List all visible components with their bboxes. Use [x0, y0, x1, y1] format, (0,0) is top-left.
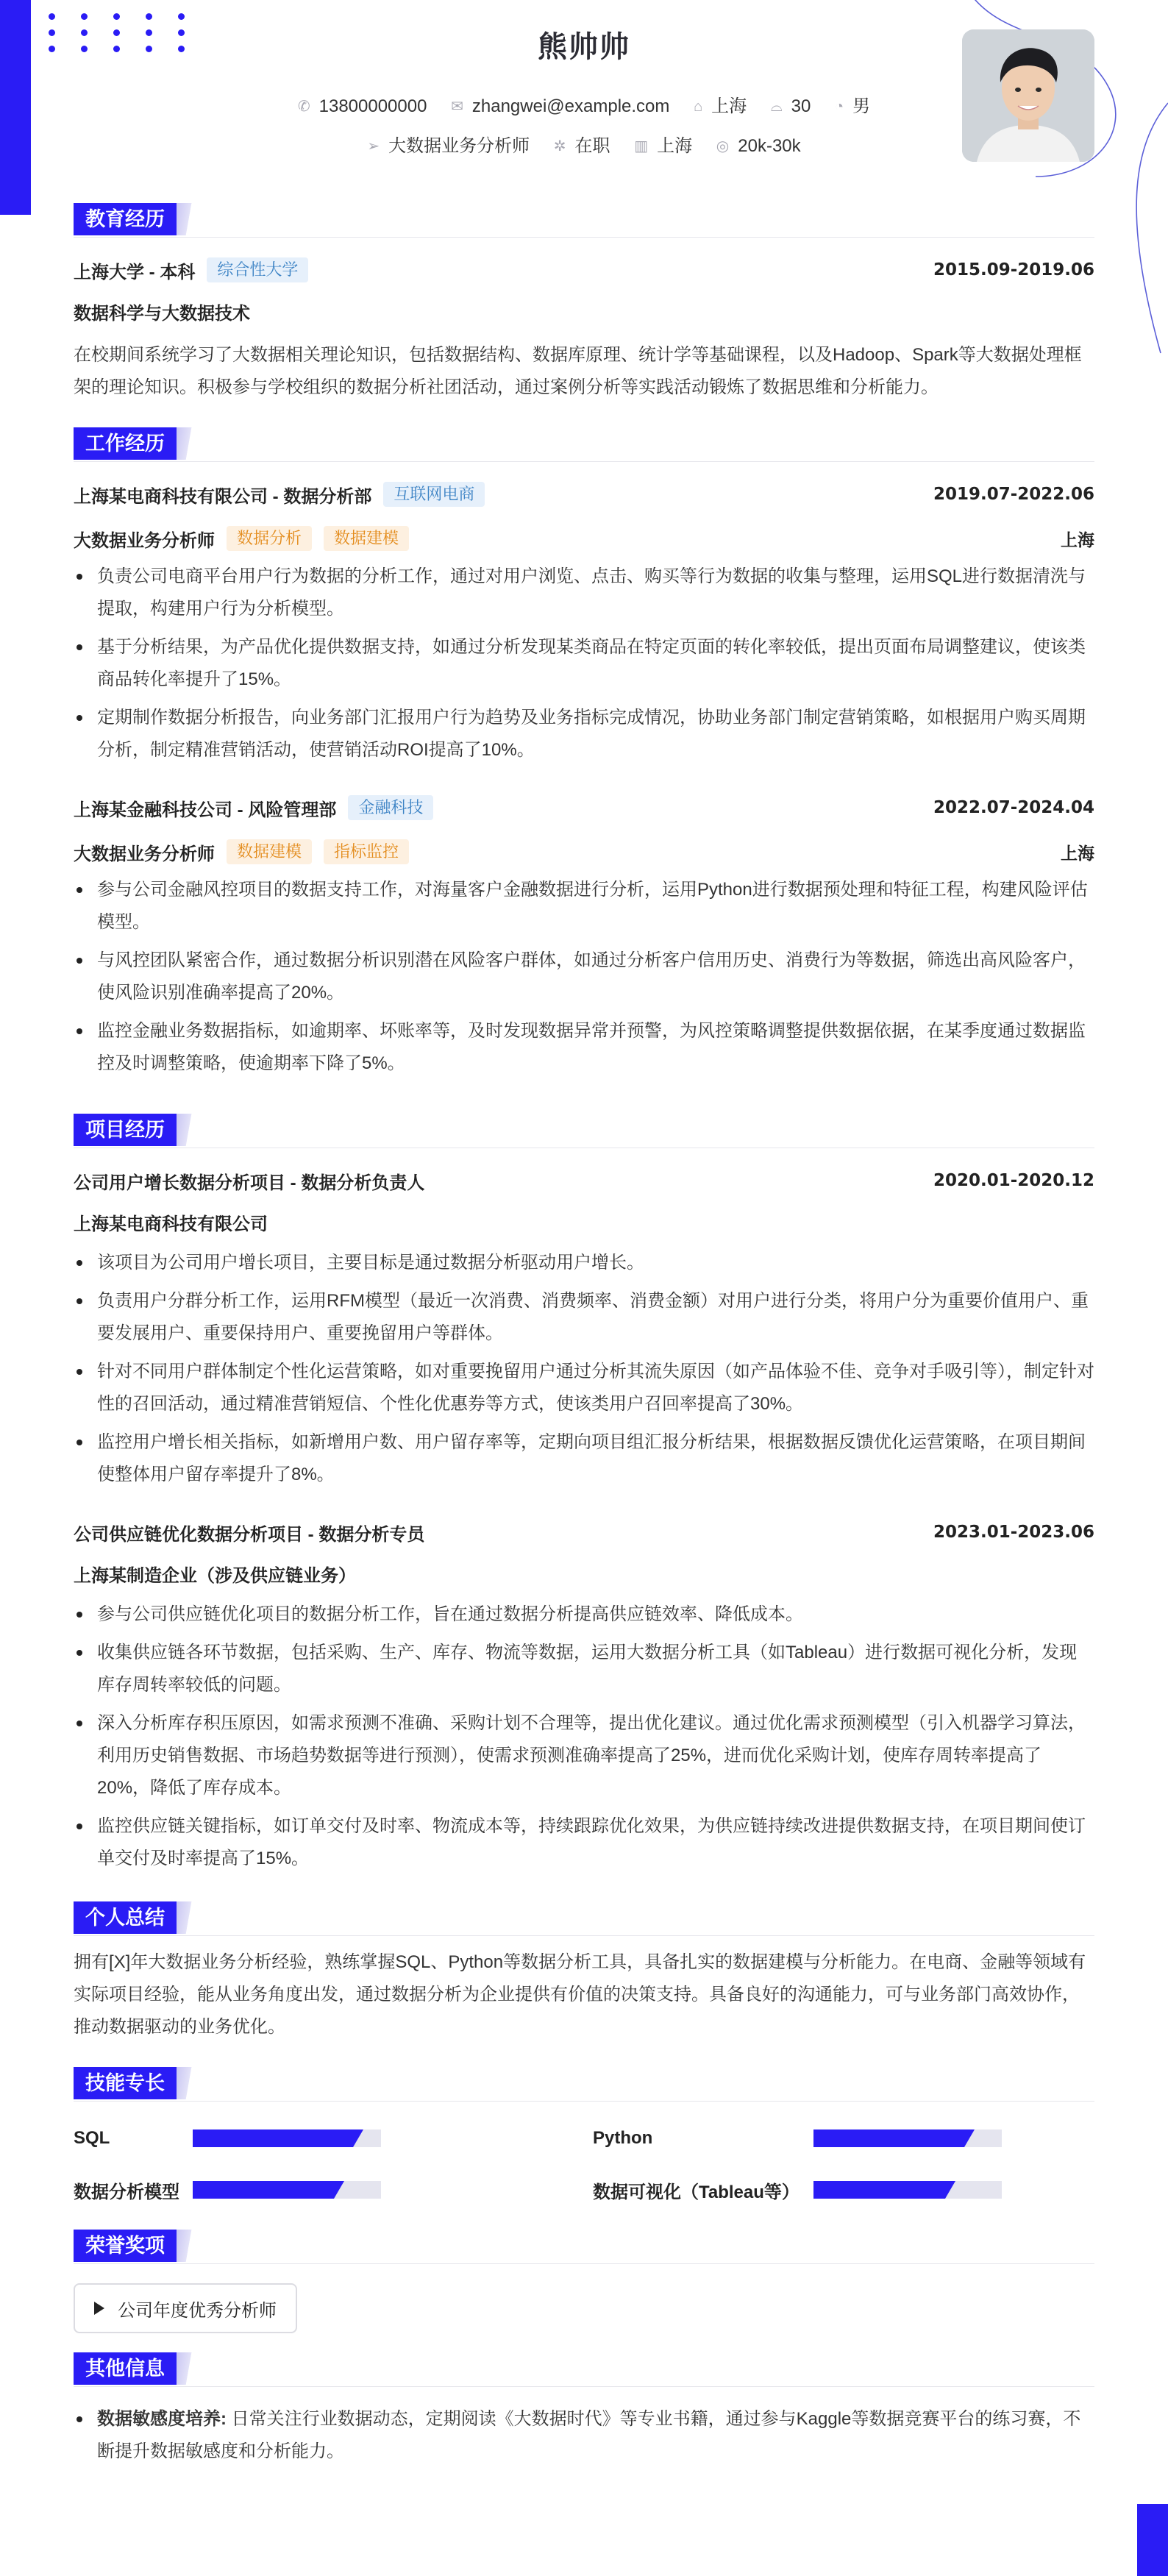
contact-home: ⌂ 上海 [694, 96, 747, 116]
project-period: 2020.01-2020.12 [933, 1171, 1094, 1190]
status-icon: ✲ [553, 138, 566, 154]
project-header [74, 1159, 1094, 1203]
section-title-work: 工作经历 [74, 427, 177, 460]
skill-item [74, 2118, 593, 2159]
section-projects [74, 1109, 1094, 1148]
work-item [74, 786, 1094, 1080]
section-summary [74, 1897, 1094, 1936]
work-role-row [74, 830, 1094, 874]
skill-name: SQL [74, 2128, 110, 2148]
list-item: 负责用户分群分析工作，运用RFM模型（最近一次消费、消费频率、消费金额）对用户进行分类，将用户分为重要价值用户、重要发展用户、重要保持用户、重要挽留用户等群体。 [74, 1285, 1094, 1350]
project-item [74, 1159, 1094, 1491]
play-triangle-icon [94, 2302, 104, 2315]
project-bullets [74, 1247, 1094, 1491]
contact-gender: ◔ 男 [835, 96, 871, 116]
city-icon: ▥ [634, 138, 649, 154]
section-title-other: 其他信息 [74, 2352, 177, 2385]
skill-bar [813, 2130, 1002, 2147]
age-icon: ⌓ [770, 99, 783, 115]
project-bullets [74, 1598, 1094, 1875]
skill-name: 数据可视化（Tableau等） [593, 2182, 800, 2202]
company-name: 上海某金融科技公司 - 风险管理部 [74, 800, 337, 820]
project-title: 公司用户增长数据分析项目 - 数据分析负责人 [74, 1173, 425, 1193]
list-item: 参与公司金融风控项目的数据支持工作，对海量客户金融数据进行分析，运用Python进行数据预处理和特征工程，构建风险评估模型。 [74, 874, 1094, 939]
section-title-summary: 个人总结 [74, 1901, 177, 1934]
education-desc: 在校期间系统学习了大数据相关理论知识，包括数据结构、数据库原理、统计学等基础课程，以及Hadoop、Spark等大数据处理框架的理论知识。积极参与学校组织的数据分析社团活动，通过案例分析等实践活动锻炼了数据思维和分析能力。 [74, 345, 1082, 397]
project-period: 2023.01-2023.06 [933, 1523, 1094, 1542]
list-item: 监控用户增长相关指标，如新增用户数、用户留存率等，定期向项目组汇报分析结果，根据数据反馈优化运营策略，在项目期间使整体用户留存率提升了8%。 [74, 1426, 1094, 1491]
skill-name: 数据分析模型 [74, 2182, 179, 2202]
avatar [962, 29, 1094, 162]
project-title: 公司供应链优化数据分析项目 - 数据分析专员 [74, 1524, 425, 1545]
other-item [74, 2403, 1094, 2468]
list-item: 针对不同用户群体制定个性化运营策略，如对重要挽留用户通过分析其流失原因（如产品体验不佳、竞争对手吸引等），制定针对性的召回活动，通过精准营销短信、个性化优惠券等方式，使该类用户召回率提高了30%。 [74, 1356, 1094, 1420]
list-item: 该项目为公司用户增长项目，主要目标是通过数据分析驱动用户增长。 [74, 1247, 1094, 1279]
salary-icon: ◎ [716, 138, 730, 154]
list-item: 监控供应链关键指标，如订单交付及时率、物流成本等，持续跟踪优化效果，为供应链持续改进提供数据支持，在项目期间使订单交付及时率提高了15%。 [74, 1810, 1094, 1875]
section-skills [74, 2063, 1094, 2102]
project-header [74, 1510, 1094, 1554]
skill-item [593, 2169, 1094, 2210]
list-item: 深入分析库存积压原因，如需求预测不准确、采购计划不合理等，提出优化建议。通过优化需求预测模型（引入机器学习算法，利用历史销售数据、市场趋势数据等进行预测），使需求预测准确率提高了25%，进而优化采购计划，使库存周转率提高了20%，降低了库存成本。 [74, 1707, 1094, 1804]
skill-bar-fill [193, 2181, 334, 2199]
work-item [74, 472, 1094, 766]
work-role-row [74, 516, 1094, 561]
skill-bar-fill [813, 2181, 945, 2199]
summary-text: 拥有[X]年大数据业务分析经验，熟练掌握SQL、Python等数据分析工具，具备扎实的数据建模与分析能力。在电商、金融等领域有实际项目经验，能从业务角度出发，通过数据分析为企业提供有价值的决策支持。具备良好的沟通能力，可与业务部门高效协作，推动数据驱动的业务优化。 [74, 1952, 1086, 2037]
skill-tag: 数据建模 [227, 839, 312, 864]
list-item: 与风控团队紧密合作，通过数据分析识别潜在风险客户群体，如通过分析客户信用历史、消费行为等数据，筛选出高风险客户，使风险识别准确率提高了20%。 [74, 944, 1094, 1009]
skill-item [593, 2118, 1094, 2159]
role-name: 大数据业务分析师 [74, 844, 215, 864]
list-item: 基于分析结果，为产品优化提供数据支持，如通过分析发现某类商品在特定页面的转化率较低，提出页面布局调整建议，使该类商品转化率提升了15%。 [74, 631, 1094, 696]
skill-bar [813, 2181, 1002, 2199]
other-key: 数据敏感度培养: [97, 2409, 227, 2429]
award-item[interactable] [74, 2283, 297, 2333]
section-other [74, 2348, 1094, 2387]
contact-phone: ✆ 13800000000 [297, 96, 427, 116]
project-item [74, 1510, 1094, 1875]
role-name: 大数据业务分析师 [74, 530, 215, 551]
skill-name: Python [593, 2128, 653, 2148]
education-period: 2015.09-2019.06 [933, 260, 1094, 280]
job-target: ➢ 大数据业务分析师 [367, 136, 530, 156]
mail-icon: ✉ [451, 99, 463, 115]
school-name: 上海大学 - 本科 [74, 262, 196, 282]
candidate-name: 熊帅帅 [538, 31, 630, 63]
section-work [74, 423, 1094, 462]
skill-bar-fill [813, 2130, 964, 2147]
job-city: ▥ 上海 [634, 136, 693, 156]
section-title-skills: 技能专长 [74, 2067, 177, 2099]
work-bullets [74, 874, 1094, 1080]
work-period: 2022.07-2024.04 [933, 798, 1094, 817]
list-item: 参与公司供应链优化项目的数据分析工作，旨在通过数据分析提高供应链效率、降低成本。 [74, 1598, 1094, 1631]
award-label: 公司年度优秀分析师 [118, 2300, 277, 2321]
work-item-header [74, 472, 1094, 516]
list-item: 监控金融业务数据指标，如逾期率、坏账率等，及时发现数据异常并预警，为风控策略调整提供数据依据，在某季度通过数据监控及时调整策略，使逾期率下降了5%。 [74, 1015, 1094, 1080]
phone-icon: ✆ [297, 99, 310, 115]
section-title-awards: 荣誉奖项 [74, 2230, 177, 2262]
section-awards [74, 2225, 1094, 2264]
industry-tag: 金融科技 [348, 795, 433, 820]
skill-tag: 数据分析 [227, 526, 312, 551]
contact-email: ✉ zhangwei@example.com [451, 96, 670, 116]
industry-tag: 互联网电商 [383, 482, 485, 507]
skill-tag: 数据建模 [324, 526, 409, 551]
send-icon: ➢ [367, 138, 380, 154]
skill-tag: 指标监控 [324, 839, 409, 864]
home-icon: ⌂ [694, 99, 703, 115]
education-header [74, 248, 1094, 292]
job-salary: ◎ 20k-30k [716, 136, 801, 156]
other-text: 日常关注行业数据动态，定期阅读《大数据时代》等专业书籍，通过参与Kaggle等数据竞赛平台的练习赛，不断提升数据敏感度和分析能力。 [97, 2409, 1081, 2461]
section-title-education: 教育经历 [74, 203, 177, 235]
section-title-projects: 项目经历 [74, 1114, 177, 1146]
work-city: 上海 [1061, 530, 1094, 550]
work-item-header [74, 786, 1094, 830]
gender-icon: ◔ [835, 99, 844, 115]
section-education [74, 199, 1094, 238]
skill-item [74, 2169, 593, 2210]
major: 数据科学与大数据技术 [74, 304, 250, 324]
work-period: 2019.07-2022.06 [933, 485, 1094, 504]
skill-bar [193, 2130, 381, 2147]
list-item: 负责公司电商平台用户行为数据的分析工作，通过对用户浏览、点击、购买等行为数据的收集与整理，运用SQL进行数据清洗与提取，构建用户行为分析模型。 [74, 561, 1094, 625]
list-item: 收集供应链各环节数据，包括采购、生产、库存、物流等数据，运用大数据分析工具（如Tableau）进行数据可视化分析，发现库存周转率较低的问题。 [74, 1637, 1094, 1701]
work-bullets [74, 561, 1094, 766]
job-status: ✲ 在职 [553, 136, 610, 156]
resume-content [74, 199, 1094, 2468]
list-item: 定期制作数据分析报告，向业务部门汇报用户行为趋势及业务指标完成情况，协助业务部门制定营销策略，如根据用户购买周期分析，制定精准营销活动，使营销活动ROI提高了10%。 [74, 702, 1094, 766]
right-accent-bar [1137, 2504, 1168, 2576]
school-tag: 综合性大学 [207, 257, 308, 282]
project-org: 上海某电商科技有限公司 [74, 1214, 268, 1234]
company-name: 上海某电商科技有限公司 - 数据分析部 [74, 486, 372, 507]
contact-age: ⌓ 30 [770, 96, 811, 116]
skills-grid [74, 2112, 1094, 2215]
project-org: 上海某制造企业（涉及供应链业务） [74, 1566, 356, 1586]
skill-bar [193, 2181, 381, 2199]
skill-bar-fill [193, 2130, 353, 2147]
work-city: 上海 [1061, 844, 1094, 864]
